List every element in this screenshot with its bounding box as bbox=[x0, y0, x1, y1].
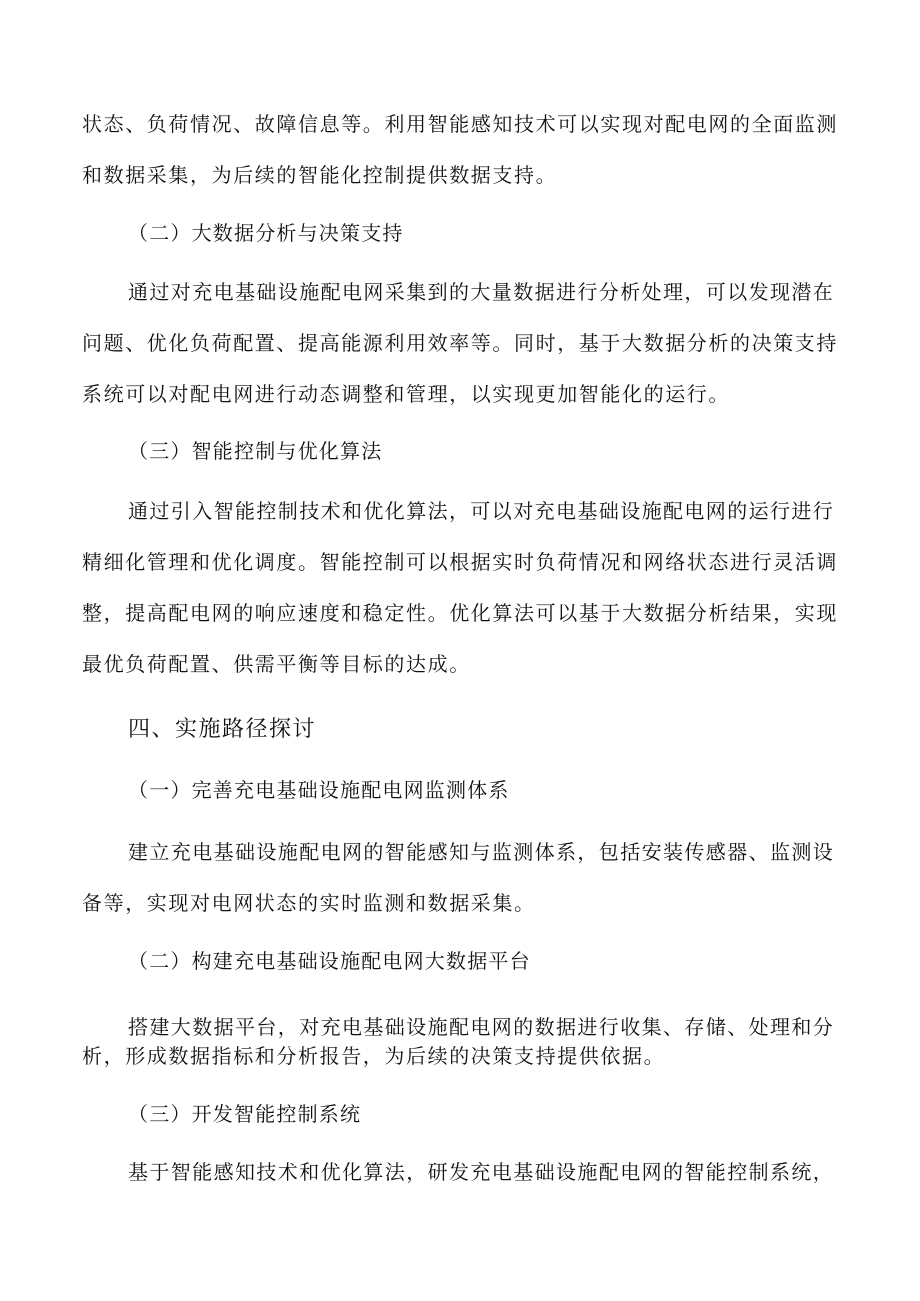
paragraph-line: 基于智能感知技术和优化算法，研发充电基础设施配电网的智能控制系统， bbox=[128, 1160, 835, 1184]
paragraph-line: 通过引入智能控制技术和优化算法，可以对充电基础设施配电网的运行进行 bbox=[128, 499, 835, 523]
paragraph-line: 精细化管理和优化调度。智能控制可以根据实时负荷情况和网络状态进行灵活调 bbox=[82, 550, 838, 574]
subsection-heading: （三）开发智能控制系统 bbox=[128, 1102, 362, 1126]
subsection-heading: （二）构建充电基础设施配电网大数据平台 bbox=[128, 949, 531, 973]
paragraph-line: 最优负荷配置、供需平衡等目标的达成。 bbox=[82, 652, 471, 676]
paragraph-line: 系统可以对配电网进行动态调整和管理，以实现更加智能化的运行。 bbox=[82, 382, 730, 406]
paragraph-line: 通过对充电基础设施配电网采集到的大量数据进行分析处理，可以发现潜在 bbox=[128, 280, 835, 304]
paragraph-line: 整，提高配电网的响应速度和稳定性。优化算法可以基于大数据分析结果，实现 bbox=[82, 601, 838, 625]
subsection-heading: （二）大数据分析与决策支持 bbox=[128, 221, 404, 245]
paragraph-line: 问题、优化负荷配置、提高能源利用效率等。同时，基于大数据分析的决策支持 bbox=[82, 331, 838, 355]
paragraph-line: 建立充电基础设施配电网的智能感知与监测体系，包括安装传感器、监测设 bbox=[128, 840, 835, 864]
paragraph-line: 和数据采集，为后续的智能化控制提供数据支持。 bbox=[82, 163, 558, 187]
subsection-heading: （三）智能控制与优化算法 bbox=[128, 439, 383, 463]
section-heading: 四、实施路径探讨 bbox=[128, 717, 317, 742]
paragraph-line: 搭建大数据平台，对充电基础设施配电网的数据进行收集、存储、处理和分 bbox=[128, 1015, 835, 1039]
subsection-heading: （一）完善充电基础设施配电网监测体系 bbox=[128, 778, 510, 802]
paragraph-line: 状态、负荷情况、故障信息等。利用智能感知技术可以实现对配电网的全面监测 bbox=[82, 112, 838, 136]
paragraph-line: 析，形成数据指标和分析报告，为后续的决策支持提供依据。 bbox=[82, 1044, 666, 1068]
paragraph-line: 备等，实现对电网状态的实时监测和数据采集。 bbox=[82, 891, 536, 915]
